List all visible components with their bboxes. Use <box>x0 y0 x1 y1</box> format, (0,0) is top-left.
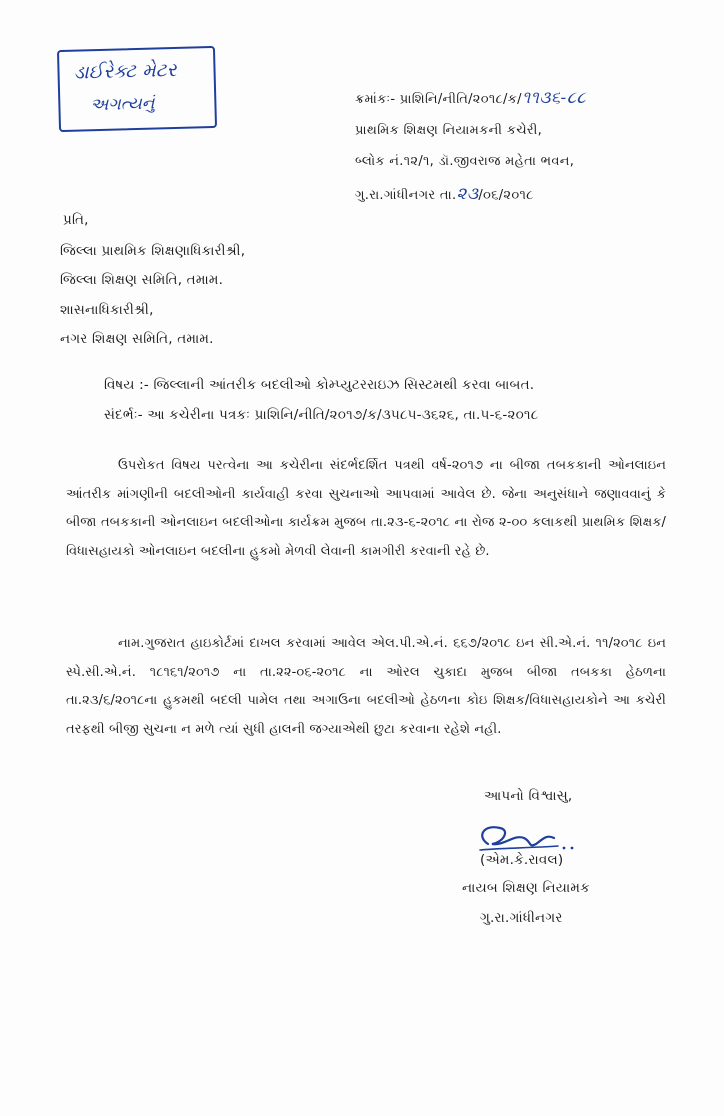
office-name: પ્રાથમિક શિક્ષણ નિયામકની કચેરી, <box>355 123 543 138</box>
letter-date-suffix: /૦૬/૨૦૧૮ <box>478 188 534 203</box>
recipient-line: શાસનાધિકારીશ્રી, <box>60 302 154 318</box>
paragraph-2-line: ચુકાદા મુજબ બીજા તબકકા હેઠળના તા.૨૩/૬/૨૦૧૮ના હુકમથી બદલી પામેલ તથા <box>66 664 666 708</box>
closing-salutation: આપનો વિશ્વાસુ, <box>484 788 573 804</box>
paragraph-1-line: શિક્ષક/વિધાસહાયકો ઓનલાઇન બદલીના હુકમો મેળવી લેવાની કામગીરી કરવાની રહે <box>66 515 667 559</box>
recipient-line: જિલ્લા શિક્ષણ સમિતિ, તમામ. <box>60 272 224 288</box>
recipient-prati: પ્રતિ, <box>63 212 89 228</box>
paragraph-2-line: અગાઉના બદલીઓ હેઠળના કોઇ શિક્ષક/વિધાસહાયકોને આ કચેરી તરફથી બીજી સુચના <box>66 693 667 737</box>
paragraph-1-line: ઉપરોકત વિષય પરત્વેના આ કચેરીના સંદર્ભદર્શિત પત્રથી વર્ષ-૨૦૧૭ ના બીજા <box>118 458 541 473</box>
stamp-line-2: અગત્યનું <box>90 93 155 116</box>
paragraph-2-line: સી.એ.નં. ૧૧/૨૦૧૮ ઇન સ્પે.સી.એ.નં. ૧૮૧૬૧/૨૦૧૭ ના તા.૨૨-૦૬-૨૦૧૮ ના ઓરલ <box>66 636 666 680</box>
stamp-line-1: ડાઈરેક્ટ મેટર <box>73 58 177 84</box>
paragraph-1-line: છે. <box>475 543 490 559</box>
paragraph-1-line: તબકકાની ઓનલાઇન આંતરીક માંગણીની બદલીઓની કાર્યવાહી કરવા સુચનાઓ <box>66 458 666 502</box>
letter-date-handwritten: ૨૩ <box>456 184 479 204</box>
signatory-place: ગુ.રા.ગાંધીનગર <box>480 910 563 926</box>
signatory-name: (એમ.કે.રાવલ) <box>480 852 564 868</box>
reference-number <box>355 88 586 108</box>
direct-matter-stamp <box>57 46 217 132</box>
paragraph-1-line: બદલીઓના કાર્યક્રમ મુજબ તા.૨૩-૬-૨૦૧૮ ના રોજ ૨-૦૦ કલાકથી પ્રાથમિક <box>222 515 626 530</box>
paragraph-2-line: ન મળે ત્યાં સુધી હાલની જગ્યાએથી છુટા કરવાના રહેશે નહી. <box>181 721 502 737</box>
letter-date <box>355 184 534 204</box>
subject-line: વિષય :- જિલ્લાની આંતરીક બદલીઓ કોમ્પ્યુટરરાઇઝ સિસ્ટમથી કરવા બાબત. <box>104 377 535 393</box>
recipient-line: નગર શિક્ષણ સમિતિ, તમામ. <box>60 331 214 347</box>
paragraph-1-line: આપવામાં આવેલ છે. જેના અનુસંધાને જણાવવાનું કે બીજા તબકકાની ઓનલાઇન <box>66 486 667 530</box>
signatory-designation: નાયબ શિક્ષણ નિયામક <box>462 880 590 896</box>
reference-number-prefix: ક્રમાંકઃ- પ્રાશિનિ/નીતિ/૨૦૧૮/ક/ <box>355 92 522 107</box>
office-address: બ્લોક નં.૧૨/૧, ડૉ.જીવરાજ મહેતા ભવન, <box>355 154 575 169</box>
paragraph-1 <box>66 452 666 566</box>
paragraph-2 <box>66 630 666 744</box>
letter-date-prefix: ગુ.રા.ગાંધીનગર તા. <box>355 188 457 203</box>
recipient-line: જિલ્લા પ્રાથમિક શિક્ષણાધિકારીશ્રી, <box>60 243 246 259</box>
reference-line: સંદર્ભઃ- આ કચેરીના પત્રકઃ પ્રાશિનિ/નીતિ/૨૦૧૭/ક/૩૫૮૫-૩૬૨૬, તા.૫-૬-૨૦૧૮ <box>104 407 539 423</box>
reference-number-handwritten: ૧૧૩૬-૮૮ <box>521 88 586 108</box>
paragraph-2-line: નામ.ગુજરાત હાઇકોર્ટમાં દાખલ કરવામાં આવેલ એલ.પી.એ.નં. ૬૬૭/૨૦૧૮ ઇન <box>118 636 535 651</box>
